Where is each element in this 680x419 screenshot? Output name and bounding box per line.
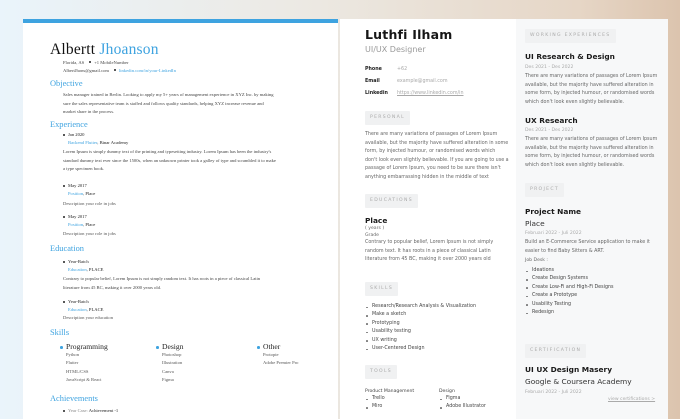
education-desc: Contrary to popular belief, Lorem Ipsum is not simply random text. It has roots in a piece of classical Latin literature from 45 BC, making it over 2000 years old. — [63, 276, 261, 290]
experience-role: Backend Flutter, Binar Academy — [68, 140, 129, 145]
contact-linkedin: Linkedin https://www.linkedin.com/in — [365, 91, 464, 96]
work-role: UI Research & Design — [525, 52, 615, 61]
work-desc: There are many variations of passages of Lorem Ipsum available, but the majority have suffered alteration in some form, by injected humour, or randomised words which don't look even slightly believable. — [525, 137, 658, 168]
project-name: Project Name — [525, 207, 582, 216]
contact-phone: Phone +62 — [365, 67, 408, 72]
experience-role: Position, Place — [68, 222, 96, 227]
experience-desc: Description your role in jobs — [63, 201, 116, 206]
resume-a-name: Albertt Jhoanson — [50, 41, 159, 58]
resume-classic — [23, 19, 338, 419]
education-desc: Description your education — [63, 315, 114, 320]
cert-name: UI UX Design Masery — [525, 365, 613, 374]
badge-skills: SKILLS — [365, 282, 398, 296]
contact-line-1: Florida, AS +1 MobileNumber — [63, 60, 129, 65]
skills-list: Research/Research Analysis & Visualization Make a sketch Prototyping Usability testing UX writing User-Centered Design — [365, 303, 476, 353]
experience-desc: Lorem Ipsum is simply dummy text of the printing and typesetting industry. Lorem Ipsum has been the industry's standard dummy text ever since the 1500s, when an unknown printer took a galley of type and scrambled it to make a type specimen book. — [63, 149, 276, 172]
experience-heading: Experience — [50, 120, 88, 129]
education-date: Year-Batch — [68, 299, 89, 304]
work-date: Des 2021 - Des 2022 — [525, 65, 574, 70]
objective-text: Sales manager trained in Berlin. Looking to apply my 5+ years of management experience in XYZ Inc. by making sure the sales representative team is staffed and follows quality standards, helping XYZ increase revenue and market share in the process. — [63, 92, 274, 115]
education-degree: Education, PLACE — [68, 267, 104, 272]
tools-list-design: Figma Adobe Illustrator — [439, 395, 486, 412]
skill-group-programming: Programming Python Flutter HTML/CSS JavaScript & React — [66, 342, 108, 382]
work-role: UX Research — [525, 116, 578, 125]
badge-tools: TOOLS — [365, 365, 397, 379]
resume-b-title: UI/UX Designer — [365, 45, 426, 54]
education-desc: Contrary to popular belief, Lorem Ipsum is not simply random text. It has roots in a piece of classical Latin literature from 45 BC, making it over 2000 years old — [365, 240, 494, 263]
work-desc: There are many variations of passages of Lorem Ipsum available, but the majority have suffered alteration in some form, by injected humour, or randomised words which don't look even slightly believable. — [525, 74, 658, 105]
skills-heading: Skills — [50, 328, 70, 337]
experience-role: Position, Place — [68, 191, 96, 196]
education-grade: Grade — [365, 233, 380, 238]
tools-list-pm: Trello Miro — [365, 395, 385, 412]
bullet-dot — [89, 61, 91, 63]
experience-desc: Description your role in jobs — [63, 231, 116, 236]
skill-group-other: Other Protopie Adobe Premier Pro — [263, 342, 299, 366]
badge-personal: PERSONAL — [365, 111, 410, 125]
objective-heading: Objective — [50, 79, 83, 88]
tools-group-title: Product Management — [365, 389, 415, 394]
work-date: Des 2021 - Des 2022 — [525, 128, 574, 133]
job-desk-label: Job Desk : — [525, 258, 548, 263]
badge-working-experiences: WORKING EXPERIENCES — [525, 29, 616, 43]
personal-text: There are many variations of passages of Lorem Ipsum available, but the majority have suffered alteration in some form, by injected humour, or randomised words which don't look even slightly believable. If you are going to use a passage of Lorem Ipsum, you need to be sure there isn't anything embarrassing hidden in the middle of text — [365, 132, 509, 180]
experience-date: Jan 2020 — [68, 132, 85, 137]
contact-email: Email example@gmail.com — [365, 79, 448, 84]
tools-group-title: Design — [439, 389, 455, 394]
linkedin-link[interactable]: linkedin.com/in/your-LinkedIn — [118, 68, 176, 73]
linkedin-link[interactable]: https://www.linkedin.com/in — [397, 91, 464, 96]
education-place: Place — [365, 216, 388, 225]
project-date: Februari 2022 - Juli 2022 — [525, 231, 582, 236]
resume-b-name: Luthfi Ilham — [365, 27, 453, 42]
education-date: Year-Batch — [68, 259, 89, 264]
badge-educations: EDUCATIONS — [365, 194, 418, 208]
resume-modern — [340, 19, 668, 419]
project-place: Place — [525, 219, 545, 228]
cert-issuer: Google & Coursera Academy — [525, 377, 632, 386]
experience-date: May 2017 — [68, 214, 87, 219]
job-desk-list: Ideations Create Design Systems Create Low-Fi and High-Fi Designs Create a Prototype Usability Testing Redesign — [525, 267, 614, 317]
contact-line-2: AlbertJhons@gmail.com linkedin.com/in/your-LinkedIn — [63, 68, 176, 73]
cert-date: Februari 2022 - Juli 2022 — [525, 390, 582, 395]
view-certifications-link[interactable]: view certifications > — [608, 397, 656, 402]
badge-project: PROJECT — [525, 183, 564, 197]
achievement-item: Year Case: Achievement -1 — [68, 408, 119, 413]
bullet-dot — [114, 69, 116, 71]
badge-certification: CERTIFICATION — [525, 344, 586, 358]
education-degree: Education, PLACE — [68, 307, 104, 312]
project-desc: Build an E-Commerce Service application to make it easier to find Baby Sitters & ART. — [525, 240, 650, 254]
achievements-heading: Achievements — [50, 394, 98, 403]
experience-date: May 2017 — [68, 183, 87, 188]
education-years: ( years ) — [365, 226, 385, 231]
skill-group-design: Design Photoshop Illustration Canva Figma — [162, 342, 184, 382]
education-heading: Education — [50, 244, 84, 253]
